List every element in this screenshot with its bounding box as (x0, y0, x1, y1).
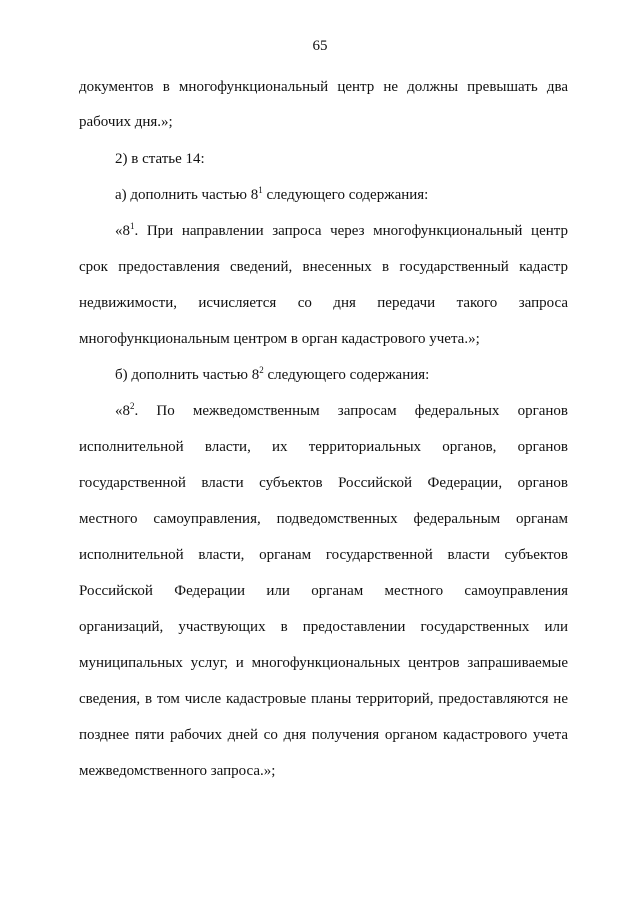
text-line: недвижимости, исчисляется со дня передачи такого запроса (79, 295, 568, 311)
text-line: срок предоставления сведений, внесенных в государственный кадастр (79, 259, 568, 275)
text-line: Российской Федерации или органам местного самоуправления (79, 583, 568, 599)
text-line: организаций, участвующих в предоставлении государственных или (79, 619, 568, 635)
page-number: 65 (312, 38, 328, 54)
text-line: межведомственного запроса.»; (79, 763, 276, 779)
text-line: муниципальных услуг, и многофункциональных центров запрашиваемые (79, 655, 568, 671)
text-line: исполнительной власти, органам государственной власти субъектов (79, 547, 568, 563)
superscript: 1 (258, 185, 263, 195)
text-line: многофункциональным центром в орган кадастрового учета.»; (79, 331, 480, 347)
superscript: 2 (130, 401, 135, 411)
text-line: государственной власти субъектов Российской Федерации, органов (79, 475, 568, 491)
text-line: позднее пяти рабочих дней со дня получения органом кадастрового учета (79, 727, 568, 743)
quoted-paragraph-start: «$8^1$. При направлении запроса через многофункциональный центр (115, 221, 568, 239)
quoted-paragraph-start: «$8^2$. По межведомственным запросам федеральных органов (115, 401, 568, 419)
subitem-line: б) дополнить частью $8^2$ следующего содержания: (115, 365, 430, 383)
text-line: исполнительной власти, их территориальных органов, органов (79, 439, 568, 455)
superscript: 1 (130, 221, 135, 231)
text-line: рабочих дня.»; (79, 114, 173, 130)
text-line: документов в многофункциональный центр не должны превышать два (79, 79, 568, 95)
text-line: сведения, в том числе кадастровые планы территорий, предоставляются не (79, 691, 568, 707)
subitem-line: а) дополнить частью $8^1$ следующего содержания: (115, 185, 429, 203)
list-item-line: 2) в статье 14: (115, 151, 205, 167)
superscript: 2 (259, 365, 264, 375)
text-line: местного самоуправления, подведомственных федеральным органам (79, 511, 568, 527)
